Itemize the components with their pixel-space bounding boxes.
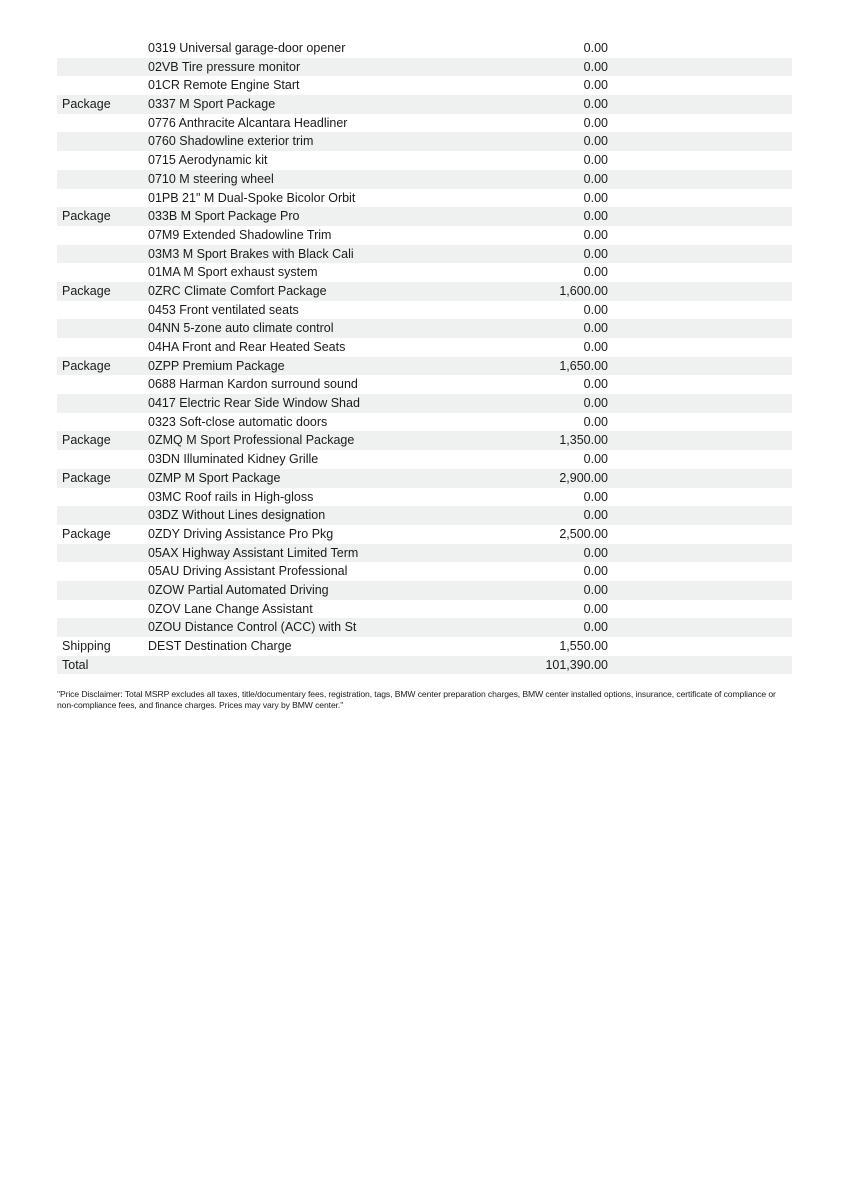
row-option-label: 0710 M steering wheel: [148, 171, 274, 186]
row-price-value: 0.00: [583, 153, 608, 168]
row-option-label: 0ZOV Lane Change Assistant: [148, 601, 313, 616]
row-category-label: Package: [62, 433, 111, 448]
row-price-value: 0.00: [583, 246, 608, 261]
row-price-value: 0.00: [583, 452, 608, 467]
row-option-label: 0776 Anthracite Alcantara Headliner: [148, 115, 348, 130]
table-row: [57, 114, 792, 133]
row-price-value: 1,650.00: [559, 358, 608, 373]
row-option-label: 07M9 Extended Shadowline Trim: [148, 227, 332, 242]
table-row: [57, 581, 792, 600]
table-row: [57, 469, 792, 488]
row-price-value: 0.00: [583, 115, 608, 130]
row-price-value: 0.00: [583, 564, 608, 579]
row-price-value: 0.00: [583, 414, 608, 429]
table-row: [57, 562, 792, 581]
row-option-label: 05AX Highway Assistant Limited Term: [148, 545, 359, 560]
row-price-value: 101,390.00: [545, 657, 608, 672]
table-row: [57, 245, 792, 264]
table-row: [57, 338, 792, 357]
table-row: [57, 263, 792, 282]
row-price-value: 2,900.00: [559, 470, 608, 485]
row-option-label: 0ZDY Driving Assistance Pro Pkg: [148, 526, 334, 541]
row-category-label: Package: [62, 526, 111, 541]
row-price-value: 0.00: [583, 489, 608, 504]
row-price-value: 0.00: [583, 620, 608, 635]
row-option-label: 01CR Remote Engine Start: [148, 78, 300, 93]
table-row: [57, 76, 792, 95]
row-price-value: 0.00: [583, 59, 608, 74]
row-price-value: 0.00: [583, 302, 608, 317]
row-price-value: 0.00: [583, 321, 608, 336]
row-option-label: 0ZMQ M Sport Professional Package: [148, 433, 355, 448]
table-row: [57, 58, 792, 77]
row-option-label: 0ZOW Partial Automated Driving: [148, 582, 329, 597]
row-category-label: Package: [62, 358, 111, 373]
row-option-label: 05AU Driving Assistant Professional: [148, 564, 348, 579]
table-row: [57, 282, 792, 301]
row-category-label: Total: [62, 657, 89, 672]
table-row: [57, 207, 792, 226]
row-option-label: 0715 Aerodynamic kit: [148, 153, 268, 168]
table-row: [57, 189, 792, 208]
row-price-value: 1,550.00: [559, 639, 608, 653]
row-category-label: Package: [62, 209, 111, 224]
row-option-label: 0323 Soft-close automatic doors: [148, 414, 328, 429]
row-option-label: 0688 Harman Kardon surround sound: [148, 377, 358, 392]
table-row: [57, 301, 792, 320]
row-option-label: 0319 Universal garage-door opener: [148, 41, 346, 55]
table-row: [57, 600, 792, 619]
row-price-value: 0.00: [583, 78, 608, 93]
table-row: [57, 357, 792, 376]
row-price-value: 2,500.00: [559, 526, 608, 541]
table-row: [57, 95, 792, 114]
table-row: [57, 226, 792, 245]
row-price-value: 0.00: [583, 190, 608, 205]
row-price-value: 1,600.00: [559, 283, 608, 298]
row-option-label: 01PB 21" M Dual-Spoke Bicolor Orbit: [148, 190, 356, 205]
row-price-value: 0.00: [583, 265, 608, 280]
table-row: [57, 544, 792, 563]
table-row: [57, 656, 792, 675]
table-row: [57, 319, 792, 338]
row-option-label: 0ZMP M Sport Package: [148, 470, 281, 485]
row-category-label: Package: [62, 283, 111, 298]
table-row: [57, 450, 792, 469]
row-option-label: 033B M Sport Package Pro: [148, 209, 300, 224]
row-option-label: 03DN Illuminated Kidney Grille: [148, 452, 319, 467]
row-option-label: 0417 Electric Rear Side Window Shad: [148, 396, 360, 411]
row-option-label: 0ZPP Premium Package: [148, 358, 285, 373]
row-category-label: Shipping: [62, 639, 111, 653]
row-price-value: 0.00: [583, 396, 608, 411]
row-price-value: 0.00: [583, 227, 608, 242]
row-price-value: 0.00: [583, 209, 608, 224]
row-price-value: 1,350.00: [559, 433, 608, 448]
row-price-value: 0.00: [583, 171, 608, 186]
row-option-label: 0ZOU Distance Control (ACC) with St: [148, 620, 357, 635]
table-row: [57, 506, 792, 525]
row-option-label: 03M3 M Sport Brakes with Black Cali: [148, 246, 354, 261]
table-row: [57, 132, 792, 151]
row-option-label: 02VB Tire pressure monitor: [148, 59, 301, 74]
row-option-label: 04HA Front and Rear Heated Seats: [148, 340, 346, 354]
row-price-value: 0.00: [583, 582, 608, 597]
row-category-label: Package: [62, 470, 111, 485]
table-row: [57, 525, 792, 544]
table-row: [57, 394, 792, 413]
price-disclaimer-text: "Price Disclaimer: Total MSRP excludes all taxes, title/documentary fees, registration, tags, BMW center preparation charges, BMW center installed options, insurance, certificate of compliance or non-compliance fees, and finance charges. Prices may vary by BMW center.": [57, 689, 776, 710]
row-option-label: DEST Destination Charge: [148, 639, 292, 653]
row-option-label: 03DZ Without Lines designation: [148, 508, 326, 523]
row-price-value: 0.00: [583, 601, 608, 616]
row-price-value: 0.00: [583, 41, 608, 55]
table-row: [57, 637, 792, 656]
row-option-label: 0760 Shadowline exterior trim: [148, 134, 314, 149]
table-row: [57, 170, 792, 189]
vehicle-options-table: [57, 39, 792, 674]
table-row: [57, 413, 792, 432]
row-option-label: 01MA M Sport exhaust system: [148, 265, 318, 280]
row-price-value: 0.00: [583, 545, 608, 560]
row-price-value: 0.00: [583, 377, 608, 392]
table-row: [57, 618, 792, 637]
row-option-label: 04NN 5-zone auto climate control: [148, 321, 334, 336]
row-option-label: 03MC Roof rails in High-gloss: [148, 489, 314, 504]
row-price-value: 0.00: [583, 134, 608, 149]
row-price-value: 0.00: [583, 340, 608, 354]
table-row: [57, 151, 792, 170]
row-option-label: 0453 Front ventilated seats: [148, 302, 299, 317]
table-row: [57, 488, 792, 507]
row-category-label: Package: [62, 97, 111, 112]
table-row: [57, 375, 792, 394]
row-option-label: 0ZRC Climate Comfort Package: [148, 283, 327, 298]
table-row: [57, 431, 792, 450]
row-price-value: 0.00: [583, 97, 608, 112]
row-option-label: 0337 M Sport Package: [148, 97, 276, 112]
table-row: [57, 39, 792, 58]
row-price-value: 0.00: [583, 508, 608, 523]
